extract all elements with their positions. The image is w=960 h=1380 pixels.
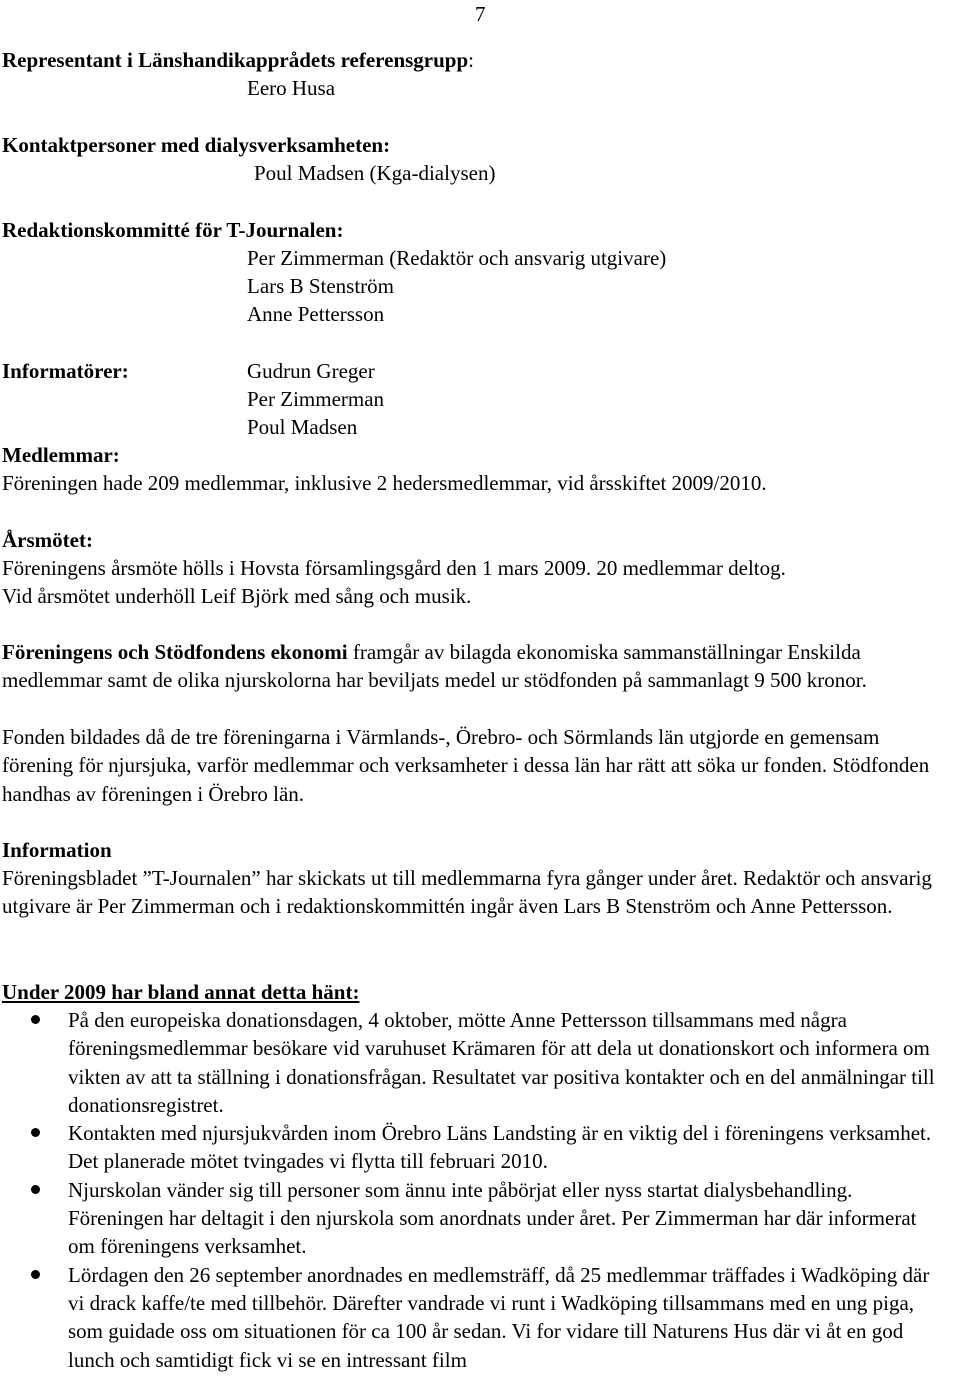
redaktion-heading: Redaktionskommitté för T-Journalen: <box>2 218 344 242</box>
informator-member: Poul Madsen <box>247 415 358 439</box>
redaktion-member: Anne Pettersson <box>247 302 385 326</box>
ekonomi-paragraph <box>2 638 952 695</box>
bullet-icon <box>31 1128 40 1137</box>
information-text: Föreningsbladet ”T-Journalen” har skickats ut till medlemmarna fyra gånger under året. Redaktör och ansvarig utgivare är Per Zimmerman och i redaktionskommittén ingår även Lars B Stenström och Anne Pettersson. <box>2 866 932 919</box>
ekonomi-heading: Föreningens och Stödfondens ekonomi <box>2 640 348 664</box>
referensgrupp-colon: : <box>468 48 474 72</box>
list-item <box>0 1261 938 1374</box>
ekonomi-text: framgår av bilagda ekonomiska sammanställningar Enskilda medlemmar samt de olika njurskolorna har beviljats medel ur stödfonden på sammanlagt 9 500 kronor. <box>2 640 867 693</box>
event-list <box>0 1006 960 1374</box>
list-item-text: Njurskolan vänder sig till personer som ännu inte påbörjat eller nyss startat dialysbehandling. Föreningen har deltagit i den njurskola som anordnats under året. Per Zimmerman har där informerat om föreningens verksamhet. <box>68 1177 917 1259</box>
list-item-text: Lördagen den 26 september anordnades en medlemsträff, då 25 medlemmar träffades i Wadköping där vi drack kaffe/te med tillbehör. Därefter vandrade vi runt i Wadköping tillsammans med en ung piga, som guidade oss om situationen för ca 100 år sedan. Vi for vidare till Naturens Hus där vi åt en god lunch och samtidigt fick vi se en intressant film <box>68 1262 930 1372</box>
under2009-heading: Under 2009 har bland annat detta hänt: <box>2 980 360 1004</box>
list-item-text: Kontakten med njursjukvården inom Örebro Läns Landsting är en viktig del i föreningens verksamhet. Det planerade mötet tvingades vi flytta till februari 2010. <box>68 1121 932 1174</box>
informator-member: Gudrun Greger <box>247 359 375 383</box>
informator-member: Per Zimmerman <box>247 387 385 411</box>
list-item-text: På den europeiska donationsdagen, 4 oktober, mötte Anne Pettersson tillsammans med några föreningsmedlemmar besökare vid varuhuset Krämaren för att dela ut donationskort och informera om vikten av att ta ställning i donationsfrågan. Resultatet var positiva kontakter och en del anmälningar till donationsregistret. <box>68 1008 935 1117</box>
arsmote-line: Vid årsmötet underhöll Leif Björk med sång och musik. <box>2 584 472 608</box>
referensgrupp-name: Eero Husa <box>247 76 336 100</box>
bullet-icon <box>31 1270 40 1279</box>
bullet-icon <box>31 1185 40 1194</box>
redaktion-member: Lars B Stenström <box>247 274 394 298</box>
kontakt-name: Poul Madsen (Kga-dialysen) <box>254 161 496 185</box>
referensgrupp-heading-line <box>2 46 474 74</box>
medlemmar-heading: Medlemmar: <box>2 443 120 467</box>
fonden-paragraph: Fonden bildades då de tre föreningarna i Värmlands-, Örebro- och Sörmlands län utgjorde en gemensam förening för njursjuka, varför medlemmar och verksamheter i dessa län har rätt att söka ur fonden. Stödfonden handhas av föreningen i Örebro län. <box>2 725 930 806</box>
list-item <box>0 1176 938 1261</box>
arsmote-line: Föreningens årsmöte hölls i Hovsta församlingsgård den 1 mars 2009. 20 medlemmar deltog. <box>2 556 786 580</box>
list-item <box>0 1119 938 1176</box>
redaktion-member: Per Zimmerman (Redaktör och ansvarig utgivare) <box>247 246 667 270</box>
list-item <box>0 1006 938 1119</box>
informatorer-heading: Informatörer: <box>2 359 129 383</box>
medlemmar-text: Föreningen hade 209 medlemmar, inklusive 2 hedersmedlemmar, vid årsskiftet 2009/2010. <box>2 471 767 495</box>
arsmote-heading: Årsmötet: <box>2 528 93 552</box>
information-heading: Information <box>2 838 112 862</box>
bullet-icon <box>31 1015 40 1024</box>
kontakt-heading: Kontaktpersoner med dialysverksamheten: <box>2 133 391 157</box>
page-number: 7 <box>475 2 486 26</box>
referensgrupp-heading: Representant i Länshandikapprådets referensgrupp <box>2 48 469 72</box>
